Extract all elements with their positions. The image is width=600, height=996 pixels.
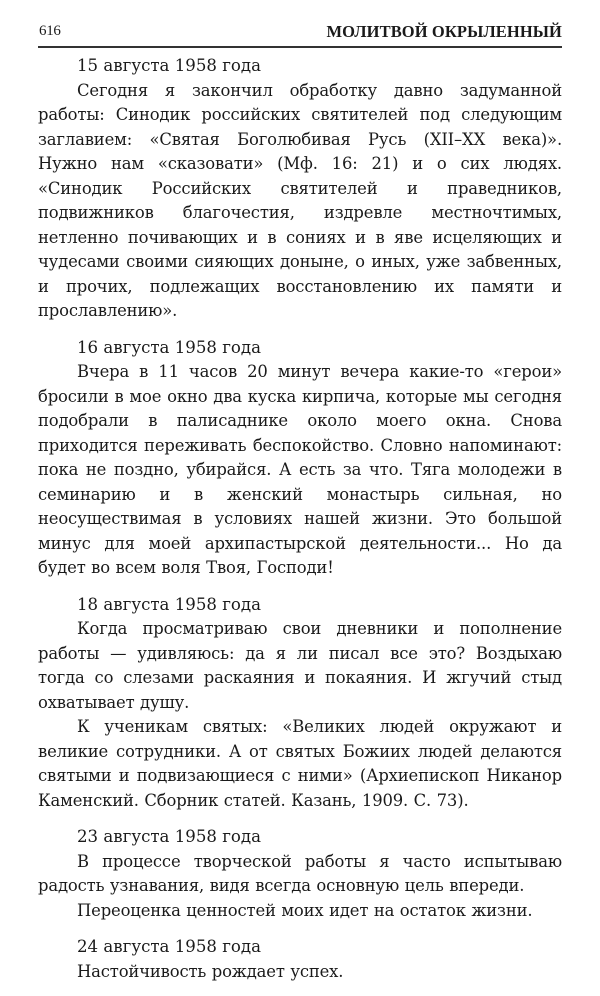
entry-date: 15 августа 1958 года	[77, 56, 262, 75]
entry-paragraph: Когда просматриваю свои дневники и пополнение работы — удивляюсь: да я ли писал все это? Воздыхаю тогда со слезами раскаяния и покаяния. И жгучий стыд охватывает душу.	[38, 619, 562, 712]
header-rule	[38, 46, 562, 48]
diary-entry-aug-23	[38, 825, 562, 923]
diary-entry-aug-16	[38, 336, 562, 581]
entry-date: 18 августа 1958 года	[77, 594, 262, 614]
page-body	[38, 54, 562, 996]
running-head	[38, 22, 562, 46]
entry-date: 23 августа 1958 года	[77, 827, 262, 846]
entry-paragraph: К ученикам святых: «Великих людей окружают и великие сотрудники. А от святых Божиих людей делаются святыми и подвизающиеся с ними» (Архиепископ Никанор Каменский. Сборник статей. Казань, 1909. С. 73).	[38, 717, 562, 810]
page-number: 616	[39, 23, 61, 39]
diary-entry-aug-15	[38, 54, 562, 324]
book-title: МОЛИТВОЙ ОКРЫЛЕННЫЙ	[326, 22, 562, 41]
entry-paragraph: В процессе творческой работы я часто испытываю радость узнавания, видя всегда основную цель впереди.	[38, 851, 562, 895]
entry-paragraph: Сегодня я закончил обработку давно задуманной работы: Синодик российских святителей под следующим заглавием: «Святая Боголюбивая Русь (XII–XX века)». Нужно нам «сказовати» (Мф. 16: 21) и о сих людях. «Синодик Российских святителей и праведников, подвижников благочестия, издревле местночтимых, нетленно почивающих и в сониях и в яве исцеляющих и чудесами своими сияющих доныне, о иных, уже забвенных, и прочих, подлежащих восстановлению их памяти и прославлению».	[38, 80, 562, 320]
entry-date: 16 августа 1958 года	[77, 337, 262, 357]
entry-paragraph: Переоценка ценностей моих идет на остаток жизни.	[77, 900, 533, 920]
diary-entry-aug-18	[38, 593, 562, 814]
entry-paragraph: Настойчивость рождает успех.	[77, 961, 344, 981]
entry-paragraph: Вчера в 11 часов 20 минут вечера какие-то «герои» бросили в мое окно два куска кирпича, которые мы сегодня подобрали в палисаднике около моего окна. Снова приходится переживать беспокойство. Словно напоминают: пока не поздно, убирайся. А есть за что. Тяга молодежи в семинарию и в женский монастырь сильная, но неосуществимая в условиях нашей жизни. Это большой минус для моей архипастырской деятельности... Но да будет во всем воля Твоя, Господи!	[38, 362, 562, 577]
entry-date: 24 августа 1958 года	[77, 937, 262, 956]
